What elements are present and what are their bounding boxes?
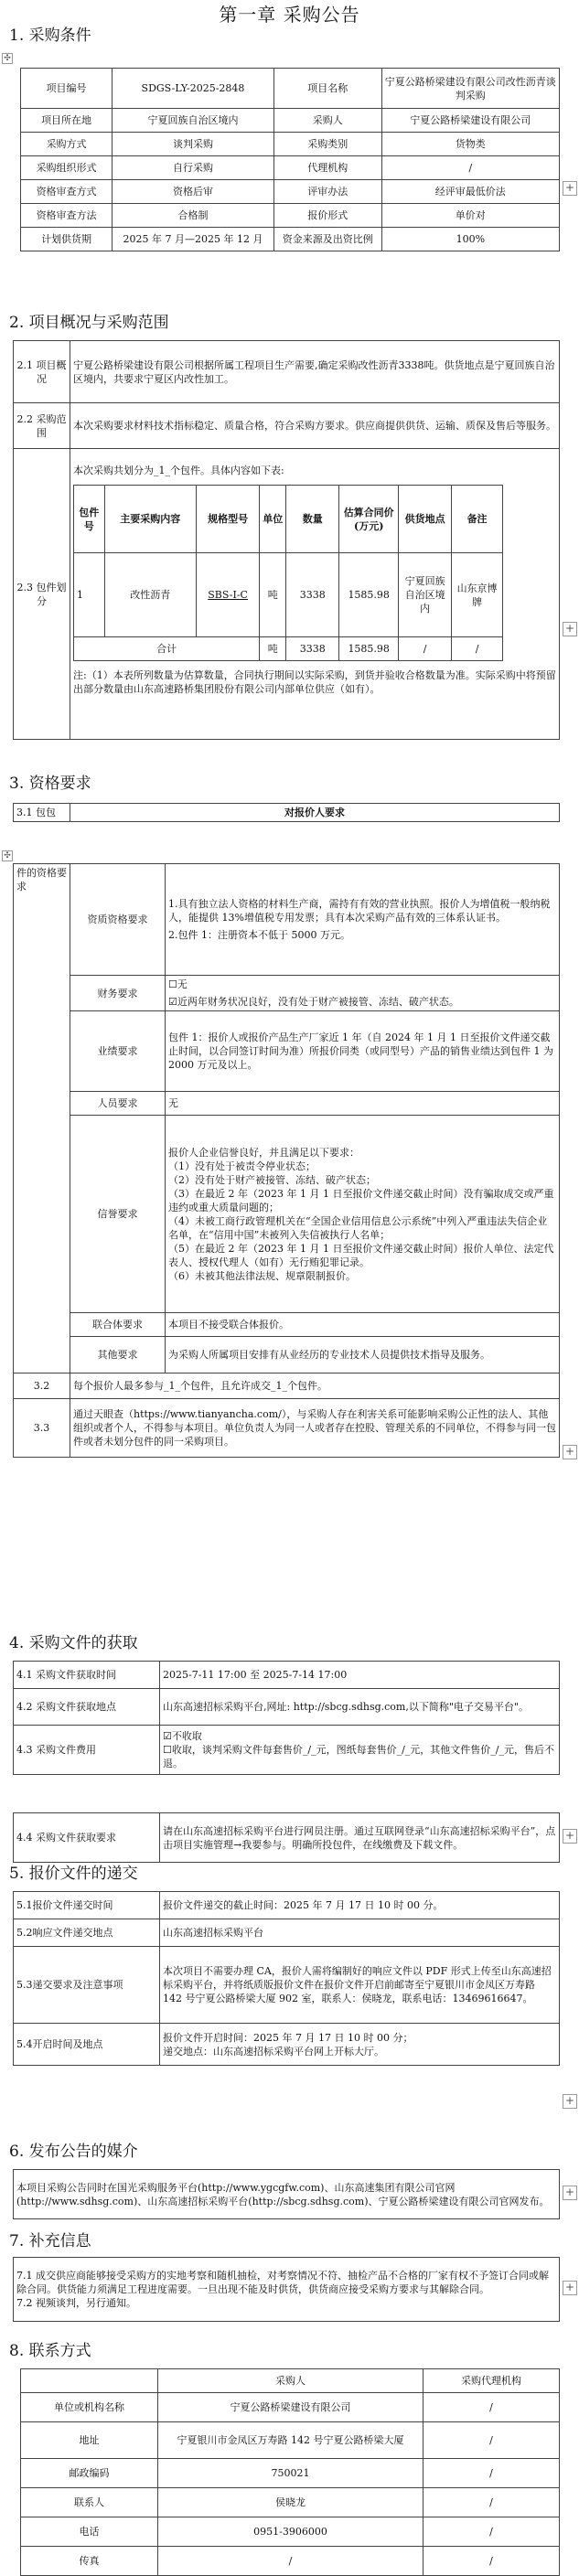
cell-label: 联系人 <box>21 2488 158 2517</box>
cell-label: 4.3 采购文件费用 <box>14 1726 160 1775</box>
package-cell: 改性沥青 <box>104 553 197 637</box>
header-cell: 采购人 <box>158 2369 424 2393</box>
table-row <box>14 976 560 1011</box>
cell-value: 谈判采购 <box>113 133 274 156</box>
section-7-heading: 7. 补充信息 <box>9 2232 91 2250</box>
qualification-label: 人员要求 <box>70 1092 166 1116</box>
cell-value: 2025 年 7 月—2025 年 12 月 <box>113 228 274 251</box>
add-row-icon[interactable]: + <box>563 1829 577 1844</box>
section-6-heading: 6. 发布公告的媒介 <box>9 2143 138 2161</box>
total-price: 1585.98 <box>339 637 399 661</box>
table-row <box>21 2422 560 2459</box>
credit-line: （3）在最近 2 年（2023 年 1 月 1 日至报价文件递交截止时间）没有骗取成交或严重违约或重大质量问题的； <box>168 1187 554 1213</box>
supplement-table <box>13 2257 560 2322</box>
cell-value: 宁夏公路桥梁建设有限公司根据所属工程项目生产需要,确定采购改性沥青3338吨。供货地点是宁夏回族自治区境内，共要求宁夏区内改性加工。 <box>70 341 560 403</box>
cell-value: 100% <box>381 228 559 251</box>
requirement-line: 1.具有独立法人资格的材料生产商，需持有有效的营业执照。报价人为增值税一般纳税人，能提供 13%增值税专用发票；具有本次采购产品有效的三体系认证书。 <box>168 898 551 924</box>
purchase-conditions-table <box>20 68 560 251</box>
total-label: 合计 <box>74 637 260 661</box>
qualification-title-table <box>13 803 560 822</box>
package-cell: 吨 <box>260 553 286 637</box>
table-row <box>14 1116 560 1313</box>
section-5-heading: 5. 报价文件的递交 <box>9 1865 138 1883</box>
document-acquisition-table <box>13 1661 560 1775</box>
requirement-line: ☑近两年财务状况良好，没有处于财产被接管、冻结、破产状态。 <box>168 996 459 1008</box>
add-row-icon[interactable]: + <box>563 2281 577 2295</box>
cell-label: 4.1 采购文件获取时间 <box>14 1662 160 1689</box>
qualification-label: 资质资格要求 <box>70 864 166 976</box>
cell-label: 评审办法 <box>273 180 381 204</box>
table-row <box>21 2459 560 2488</box>
cell-label: 资格审查方式 <box>21 180 113 204</box>
total-qty: 3338 <box>286 637 339 661</box>
media-table <box>13 2169 560 2219</box>
cell-value: 自行采购 <box>113 156 274 180</box>
submission-table <box>13 1891 560 2066</box>
table-row <box>14 2024 560 2066</box>
cell-label: 采购组织形式 <box>21 156 113 180</box>
credit-line: （4）未被工商行政管理机关在“全国企业信用信息公示系统”中列入严重违法失信企业名单，在“信用中国”未被列入失信被执行人名单； <box>168 1214 548 1241</box>
cell-label: 代理机构 <box>273 156 381 180</box>
cell-value: 报价文件开启时间：2025 年 7 月 17 日 10 时 00 分； 递交地点：山东高速招标采购平台网上开标大厅。 <box>160 2024 560 2066</box>
table-row <box>21 2393 560 2422</box>
cell-value: 侯晓龙 <box>158 2488 424 2517</box>
cell-label: 5.4开启时间及地点 <box>14 2024 160 2066</box>
page-title: 第一章 采购公告 <box>219 4 360 26</box>
cell-value: 宁夏银川市金凤区万寿路 142 号宁夏公路桥梁大厦 <box>158 2422 424 2459</box>
qualification-text <box>166 1011 560 1092</box>
cell-label: 项目所在地 <box>21 109 113 133</box>
requirement-line: 2.包件 1：注册资本不低于 5000 万元。 <box>168 929 350 941</box>
cell-value: SDGS-LY-2025-2848 <box>113 69 274 109</box>
package-division-cell <box>70 449 560 740</box>
table-move-handle-icon[interactable]: ✣ <box>2 850 13 861</box>
section-8-heading: 8. 联系方式 <box>9 2342 91 2360</box>
cell-label: 资格审查方法 <box>21 204 113 228</box>
cell-value: / <box>424 2547 560 2576</box>
package-header-cell: 单位 <box>260 486 286 553</box>
cell-value: 山东高速招标采购平台 <box>160 1919 560 1947</box>
total-note: / <box>452 637 503 661</box>
package-header-cell: 数量 <box>286 486 339 553</box>
cell-label: 2.2 采购范围 <box>14 403 70 449</box>
cell-value: 合格制 <box>113 204 274 228</box>
cell-value: / <box>424 2488 560 2517</box>
requirement-line: 包件 1：报价人或报价产品生产厂家近 1 年（自 2024 年 1 月 1 日至报价文件递交截止时间，以合同签订时间为准）所报价同类（或同型号）产品的销售业绩达到包件 1 为 2000 万元及以上。 <box>168 1031 553 1071</box>
table-row <box>21 2517 560 2547</box>
add-row-icon[interactable]: + <box>563 2186 577 2200</box>
credit-line: （5）在最近 2 年（2023 年 1 月 1 日至报价文件递交截止时间）报价人单位、法定代表人、授权代理人（如有）无行贿犯罪记录。 <box>168 1242 554 1268</box>
qualification-text <box>166 1116 560 1313</box>
cell-label: 邮政编码 <box>21 2459 158 2488</box>
table-row <box>21 2488 560 2517</box>
cell-value: 本次项目不需要办理 CA，报价人需将编制好的响应文件以 PDF 形式上传至山东高速招标采购平台，并将纸质版报价文件在报价文件开启前邮寄至宁夏银川市金凤区万寿路 142 号宁夏公路桥梁大厦 902 室，联系人：侯晓龙，联系电话：13469616647。 <box>160 1947 560 2024</box>
package-cell: SBS-I-C <box>197 553 260 637</box>
table-row <box>14 1313 560 1337</box>
cell-value: 本次采购要求材料技术指标稳定、质量合格，符合采购方要求。供应商提供供货、运输、质保及售后等服务。 <box>70 403 560 449</box>
add-row-icon[interactable]: + <box>563 1445 577 1459</box>
qualification-label: 财务要求 <box>70 976 166 1011</box>
cell-label: 3.3 <box>14 1399 70 1458</box>
cell-label: 4.4 采购文件获取要求 <box>14 1813 160 1863</box>
cell-value: 通过天眼查（https://www.tianyancha.com/），与采购人存在利害关系可能影响采购公正性的法人、其他组织或者个人，不得参与本项目。单位负责人为同一人或者存在控股、管理关系的不同单位，不得参与同一包件或者未划分包件的同一采购项目。 <box>70 1399 560 1458</box>
table-row <box>14 1726 560 1775</box>
cell-label: 采购类别 <box>273 133 381 156</box>
table-row <box>21 69 560 109</box>
cell-label: 地址 <box>21 2422 158 2459</box>
cell-value: 宁夏回族自治区境内 <box>113 109 274 133</box>
total-unit: 吨 <box>260 637 286 661</box>
cell-label: 采购方式 <box>21 133 113 156</box>
package-header-cell: 备注 <box>452 486 503 553</box>
cell-label: 电话 <box>21 2517 158 2547</box>
qualification-label: 其他要求 <box>70 1337 166 1374</box>
cell-value: 2025-7-11 17:00 至 2025-7-14 17:00 <box>160 1662 560 1689</box>
cell-value: / <box>424 2422 560 2459</box>
table-row <box>21 228 560 251</box>
cell-value: 宁夏公路桥梁建设有限公司 <box>158 2393 424 2422</box>
qualification-table <box>13 863 560 1458</box>
qualification-text <box>166 1092 560 1116</box>
qualification-text <box>166 1337 560 1374</box>
requirement-line: ☐无 <box>168 978 188 990</box>
add-row-icon[interactable]: + <box>563 181 577 196</box>
credit-line: （1）没有处于被责令停业状态； <box>168 1160 316 1172</box>
add-row-icon[interactable]: + <box>563 2094 577 2109</box>
cell-value: 0951-3906000 <box>158 2517 424 2547</box>
cell-value: 资格后审 <box>113 180 274 204</box>
cell-value: 货物类 <box>381 133 559 156</box>
contact-table <box>20 2368 560 2576</box>
table-row <box>14 1011 560 1092</box>
section-4-heading: 4. 采购文件的获取 <box>9 1634 138 1652</box>
cell-label: 项目名称 <box>273 69 381 109</box>
qualification-text <box>166 1313 560 1337</box>
requirement-line: 本项目不接受联合体报价。 <box>168 1319 289 1331</box>
package-header-cell: 主要采购内容 <box>104 486 197 553</box>
package-header-cell: 包件号 <box>74 486 105 553</box>
table-row <box>14 1919 560 1947</box>
table-row <box>21 133 560 156</box>
table-row <box>14 1092 560 1116</box>
cell-value: 请在山东高速招标采购平台进行网员注册。通过互联网登录“山东高速招标采购平台”，点击项目实施管理→我要参与。明确所投包件，在线缴费及下载文件。 <box>160 1813 560 1863</box>
cell-title: 对报价人要求 <box>70 804 560 822</box>
cell-label: 传真 <box>21 2547 158 2576</box>
project-scope-table <box>13 340 560 740</box>
section-1-heading: 1. 采购条件 <box>9 27 91 45</box>
qualification-text <box>166 864 560 976</box>
package-table <box>73 485 503 661</box>
cell-label: 采购人 <box>273 109 381 133</box>
cell-value: 报价文件递交的截止时间：2025 年 7 月 17 日 10 时 00 分。 <box>160 1892 560 1919</box>
cell-label: 报价形式 <box>273 204 381 228</box>
package-intro: 本次采购共划分为_1_个包件。具体内容如下表: <box>73 465 284 476</box>
cell-value: / <box>158 2547 424 2576</box>
table-move-handle-icon[interactable]: ✣ <box>2 53 13 64</box>
cell-value: 宁夏公路桥梁建设有限公司改性沥青谈判采购 <box>381 69 559 109</box>
header-cell: 采购代理机构 <box>424 2369 560 2393</box>
requirement-line: 为采购人所属项目安排有从业经历的专业技术人员提供技术指导及服务。 <box>168 1349 490 1361</box>
qualification-label: 信誉要求 <box>70 1116 166 1313</box>
table-row <box>14 864 560 976</box>
qualification-label: 联合体要求 <box>70 1313 166 1337</box>
cell-label: 3.2 <box>14 1374 70 1399</box>
cell-label: 项目编号 <box>21 69 113 109</box>
section-2-heading: 2. 项目概况与采购范围 <box>9 314 169 332</box>
cell-label: 4.2 采购文件获取地点 <box>14 1689 160 1726</box>
cell-label: 计划供货期 <box>21 228 113 251</box>
package-cell: 1585.98 <box>339 553 399 637</box>
package-cell: 山东京博牌 <box>452 553 503 637</box>
table-row <box>21 156 560 180</box>
package-note: 注:（1）本表所列数量为估算数量，合同执行期间以实际采购，到货并验收合格数量为准。实际采购中将预留出部分数量由山东高速路桥集团股份有限公司内部单位供应（如有）。 <box>73 669 556 695</box>
table-header-row <box>21 2369 560 2393</box>
cell-label: 5.1报价文件递交时间 <box>14 1892 160 1919</box>
cell-value: 宁夏公路桥梁建设有限公司 <box>381 109 559 133</box>
table-row <box>14 1662 560 1689</box>
package-cell: 1 <box>74 553 105 637</box>
credit-line: 报价人企业信誉良好，并且满足以下要求： <box>168 1146 359 1159</box>
package-header-cell: 供货地点 <box>399 486 452 553</box>
cell-label: 5.3递交要求及注意事项 <box>14 1947 160 2024</box>
supplement-text: 7.1 成交供应商能够接受采购方的实地考察和随机抽检，对考察情况不符、抽检产品不合格的厂家有权不予签订合同或解除合同。供货能力须满足工程进度需要。一旦出现不能及时供货，供货商应接受采购方要求与其解除合同。 7.2 视频谈判，另行通知。 <box>14 2258 560 2322</box>
cell-label: 5.2响应文件递交地点 <box>14 1919 160 1947</box>
qualification-label: 业绩要求 <box>70 1011 166 1092</box>
header-cell <box>21 2369 158 2393</box>
cell-value: / <box>424 2459 560 2488</box>
cell-value: 山东高速招标采购平台,网址: http://sbcg.sdhsg.com,以下简称"电子交易平台"。 <box>160 1689 560 1726</box>
table-row <box>14 1399 560 1458</box>
cell-value: / <box>381 156 559 180</box>
section-3-heading: 3. 资格要求 <box>9 775 91 793</box>
table-row <box>14 1947 560 2024</box>
table-row <box>14 1337 560 1374</box>
requirement-line: 无 <box>168 1097 178 1109</box>
cell-label: 2.3 包件划分 <box>14 449 70 740</box>
table-row <box>14 1892 560 1919</box>
cell-label: 2.1 项目概况 <box>14 341 70 403</box>
credit-line: （2）没有处于财产被接管、冻结、破产状态； <box>168 1173 376 1186</box>
package-header-cell: 估算合同价(万元) <box>339 486 399 553</box>
table-row <box>14 1374 560 1399</box>
package-header-cell: 规格型号 <box>197 486 260 553</box>
total-place: / <box>399 637 452 661</box>
credit-line: （6）未被其他法律法规、规章限制报价。 <box>168 1269 356 1282</box>
package-cell: 3338 <box>286 553 339 637</box>
media-text: 本项目采购公告同时在国光采购服务平台(http://www.ygcgfw.com)、山东高速集团有限公司官网(http://www.sdhsg.com)、山东高速招标采购平台(http://sbcg.sdhsg.com)、宁夏公路桥梁建设有限公司官网发布。 <box>14 2170 560 2219</box>
table-row <box>21 109 560 133</box>
cell-value: / <box>424 2517 560 2547</box>
cell-label: 3.1 包包 <box>14 804 70 822</box>
table-row <box>21 180 560 204</box>
table-row <box>21 204 560 228</box>
table-row <box>14 1689 560 1726</box>
cell-label: 单位或机构名称 <box>21 2393 158 2422</box>
acquisition-requirement-table <box>13 1812 560 1863</box>
cell-value: ☑不收取 ☐收取，谈判采购文件每套售价_/_元，图纸每套售价_/_元，其他文件售价_/_元，售后不退。 <box>160 1726 560 1775</box>
cell-value: / <box>424 2393 560 2422</box>
cell-value: 每个报价人最多参与_1_个包件，且允许成交_1_个包件。 <box>70 1374 560 1399</box>
cell-value: 单价对 <box>381 204 559 228</box>
cell-value: 经评审最低价法 <box>381 180 559 204</box>
add-row-icon[interactable]: + <box>563 622 577 636</box>
qualification-text <box>166 976 560 1011</box>
cell-label: 资金来源及出资比例 <box>273 228 381 251</box>
cell-value: 750021 <box>158 2459 424 2488</box>
package-cell: 宁夏回族自治区境内 <box>399 553 452 637</box>
qualification-outer-label: 件的资格要求 <box>14 864 70 1374</box>
